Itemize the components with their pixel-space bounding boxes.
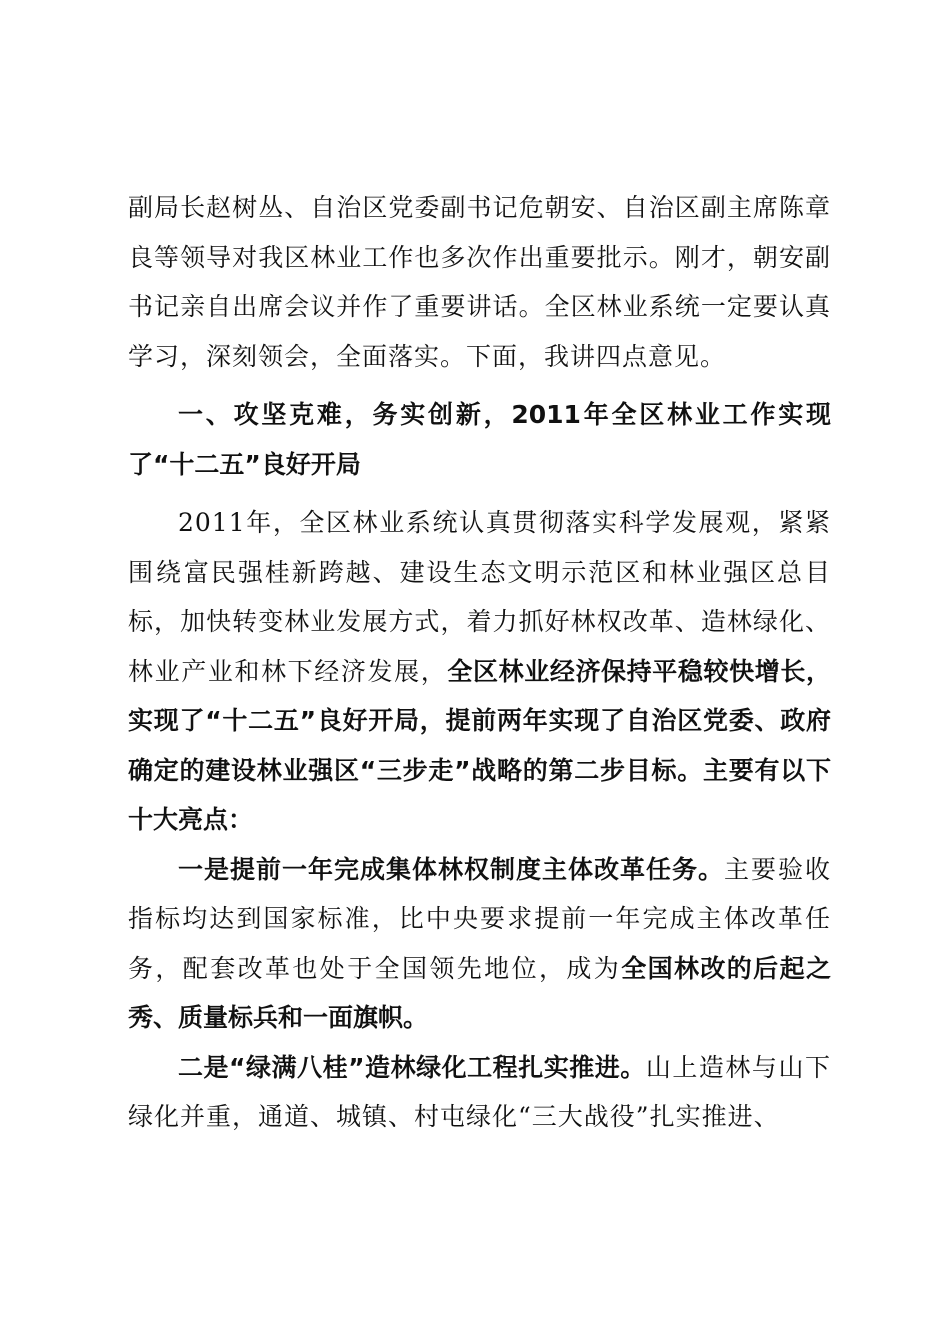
highlight-2 bbox=[128, 1043, 831, 1142]
highlight-2-lead: 二是“绿满八桂”造林绿化工程扎实推进。 bbox=[178, 1052, 646, 1082]
section-heading: 一、攻坚克难，务实创新，2011年全区林业工作实现了“十二五”良好开局 bbox=[128, 400, 831, 479]
highlight-2-body: 山上造林与山下绿化并重，通道、城镇、村屯绿化“三大战役”扎实推进、 bbox=[128, 1052, 831, 1131]
document-body bbox=[128, 183, 831, 1142]
summary-part-4: 全区林业经济保持平稳较快增长，实现了“十二五”良好开局，提前两年实现了自治区党委、政府确定的建设林业强区“三步走”战略的第二步目标。主要有以下十大亮点： bbox=[128, 656, 831, 834]
summary-part-3: 总目标，加快转变林业发展方式，着力抓好林权改革、造林绿化、林业产业和林下经济发展， bbox=[128, 557, 831, 686]
intro-paragraph: 副局长赵树丛、自治区党委副书记危朝安、自治区副主席陈章良等领导对我区林业工作也多次作出重要批示。刚才，朝安副书记亲自出席会议并作了重要讲话。全区林业系统一定要认真学习，深刻领会，全面落实。下面，我讲四点意见。 bbox=[128, 193, 831, 371]
highlight-1-body: 主要验收指标均达到国家标准，比中央要求提前一年完成主体改革任务，配套改革也处于全国领先地位，成为 bbox=[128, 854, 831, 983]
summary-part-1: 2011年，全区林业系统认真贯彻落实科学发展观，紧紧围绕 bbox=[128, 508, 831, 587]
highlight-1-lead: 一是提前一年完成集体林权制度主体改革任务。 bbox=[178, 854, 724, 884]
summary-part-2: 富民强桂新跨越、建设生态文明示范区和林业强区 bbox=[183, 557, 778, 587]
highlight-1-tail: 全国林改的后起之秀、质量标兵和一面旗帜。 bbox=[128, 953, 831, 1032]
highlight-1 bbox=[128, 845, 831, 1043]
summary-paragraph bbox=[128, 498, 831, 845]
